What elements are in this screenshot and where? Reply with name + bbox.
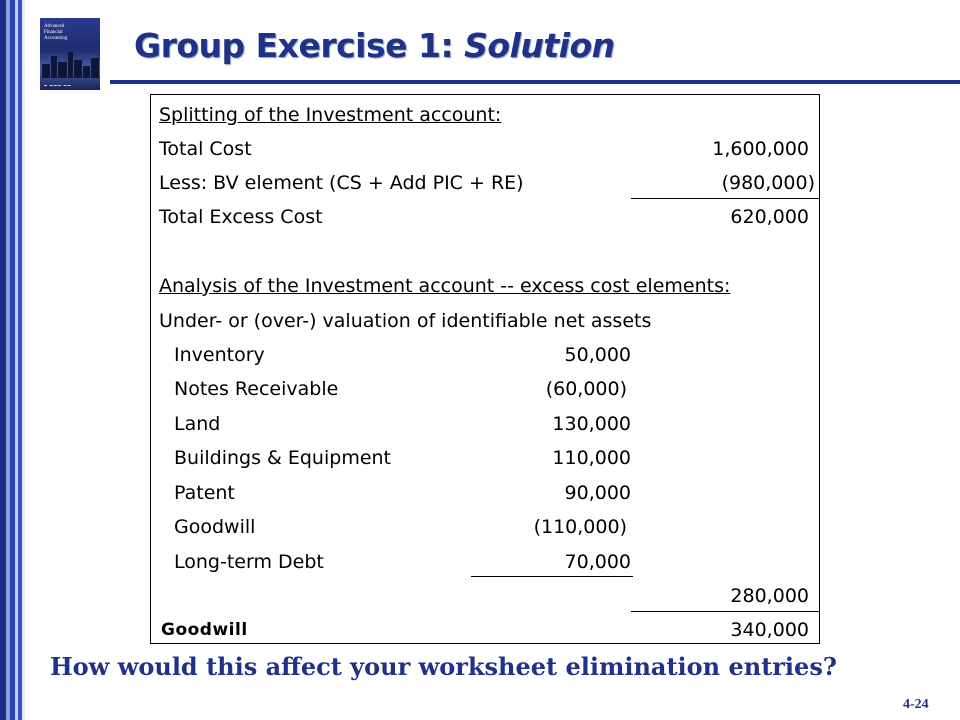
- title-main: Group Exercise 1:: [134, 26, 465, 65]
- slide-title: [134, 26, 615, 65]
- total-cost-label: Total Cost: [159, 138, 252, 160]
- item-value-goodwill: (110,000): [533, 516, 627, 538]
- item-value-inventory: 50,000: [564, 344, 631, 366]
- title-emphasis: Solution: [464, 26, 615, 65]
- item-label-goodwill: Goodwill: [174, 516, 256, 538]
- total-cost-value: 1,600,000: [712, 138, 809, 160]
- item-label-land: Land: [174, 413, 221, 435]
- question-text: How would this affect your worksheet elimination entries?: [50, 652, 837, 681]
- subtotal-underline: [631, 611, 819, 612]
- item-value-buildings: 110,000: [552, 447, 631, 469]
- items-underline: [471, 576, 633, 577]
- goodwill-label: Goodwill: [161, 620, 248, 640]
- skyline-icon: [40, 52, 100, 78]
- solution-table: [150, 94, 820, 644]
- item-value-long-term-debt: 70,000: [564, 551, 631, 573]
- item-label-buildings: Buildings & Equipment: [174, 447, 392, 469]
- item-label-patent: Patent: [174, 482, 235, 504]
- item-label-inventory: Inventory: [174, 344, 265, 366]
- item-value-land: 130,000: [552, 413, 631, 435]
- item-value-patent: 90,000: [564, 482, 631, 504]
- left-decorative-bars: [0, 0, 30, 720]
- item-value-notes-receivable: (60,000): [545, 378, 627, 400]
- page-number: 4-24: [903, 697, 929, 712]
- bv-element-label: Less: BV element (CS + Add PIC + RE): [159, 172, 524, 194]
- title-rule: [110, 80, 960, 84]
- cover-title: Advanced Financial Accounting: [44, 24, 68, 41]
- splitting-heading: Splitting of the Investment account:: [159, 104, 502, 126]
- analysis-heading: Analysis of the Investment account -- excess cost elements:: [159, 275, 731, 297]
- item-label-notes-receivable: Notes Receivable: [174, 378, 339, 400]
- cover-footer-icon: ▬ ▬▬▬ ▬▬: [44, 83, 72, 87]
- book-cover-thumbnail: [40, 18, 100, 90]
- total-excess-label: Total Excess Cost: [159, 206, 323, 228]
- item-label-long-term-debt: Long-term Debt: [174, 551, 324, 573]
- valuation-label: Under- or (over-) valuation of identifiable net assets: [159, 310, 652, 332]
- goodwill-value: 340,000: [730, 619, 809, 641]
- bv-underline: [631, 198, 819, 199]
- bv-element-value: (980,000): [721, 172, 815, 194]
- total-excess-value: 620,000: [730, 206, 809, 228]
- subtotal-value: 280,000: [730, 585, 809, 607]
